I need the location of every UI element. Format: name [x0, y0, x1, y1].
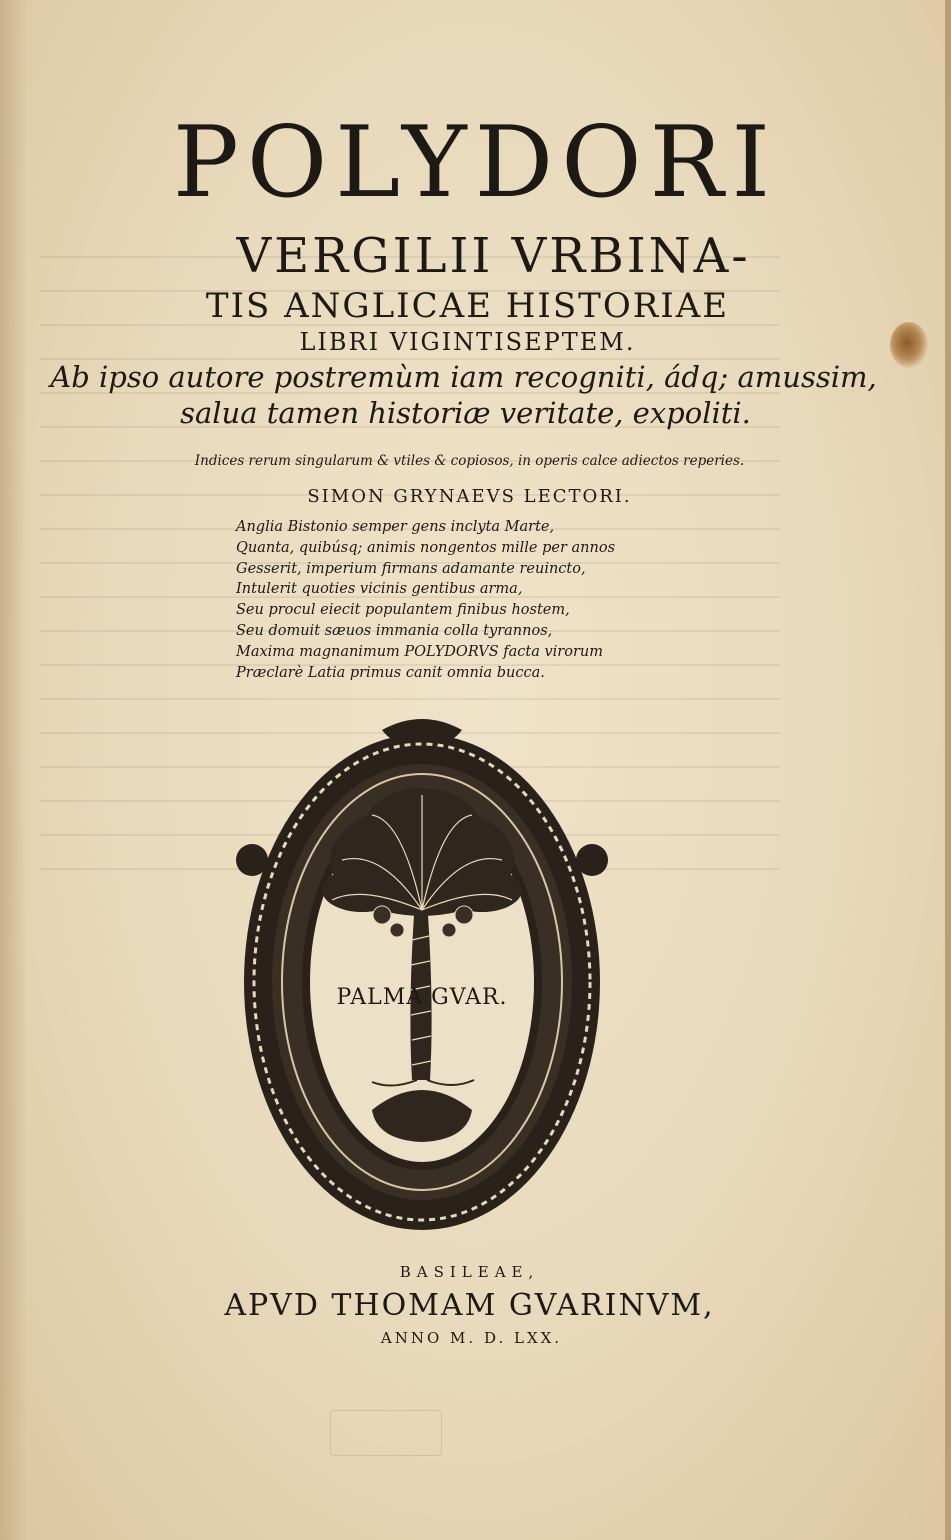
poem-line: Maxima magnanimum POLYDORVS facta virorum — [236, 643, 603, 660]
imprint-place: BASILEAE, — [399, 1263, 540, 1281]
poem-line: Quanta, quibúsq; animis nongentos mille per annos — [236, 539, 616, 556]
poem-line: Præclarè Latia primus canit omnia bucca. — [236, 664, 545, 681]
poem-line: Gesserit, imperium firmans adamante reuincto, — [236, 560, 586, 577]
imprint-year: ANNO M. D. LXX. — [380, 1329, 563, 1347]
printer-motto: PALMA GVAR. — [336, 985, 508, 1010]
subtitle-line-1: Ab ipso autore postremùm iam recogniti, ádq; amussim, — [50, 360, 877, 394]
crest-ornament — [382, 719, 462, 743]
poem-heading: SIMON GRYNAEVS LECTORI. — [307, 486, 632, 507]
dedicatory-poem — [236, 517, 615, 683]
indices-note: Indices rerum singularum & vtiles & copiosos, in operis calce adiectos reperies. — [194, 453, 745, 469]
title-line-3: TIS ANGLICAE HISTORIAE — [205, 286, 730, 326]
faint-library-stamp — [330, 1410, 442, 1456]
poem-line: Seu domuit sæuos immania colla tyrannos, — [236, 622, 553, 639]
right-herm-figure — [576, 844, 608, 876]
imprint-printer: APVD THOMAM GVARINVM, — [224, 1288, 715, 1323]
title-line-2: VERGILII VRBINA- — [236, 228, 751, 284]
title-line-4: LIBRI VIGINTISEPTEM. — [299, 328, 636, 356]
title-line-1: POLYDORI — [172, 106, 779, 220]
poem-line: Seu procul eiecit populantem finibus hostem, — [236, 602, 570, 619]
subtitle-line-2: salua tamen historiæ veritate, expoliti. — [180, 396, 751, 430]
poem-line: Intulerit quoties vicinis gentibus arma, — [236, 581, 523, 598]
printers-device-palm-tree — [232, 710, 612, 1250]
left-herm-figure — [236, 844, 268, 876]
poem-line: Anglia Bistonio semper gens inclyta Marte, — [236, 519, 555, 535]
